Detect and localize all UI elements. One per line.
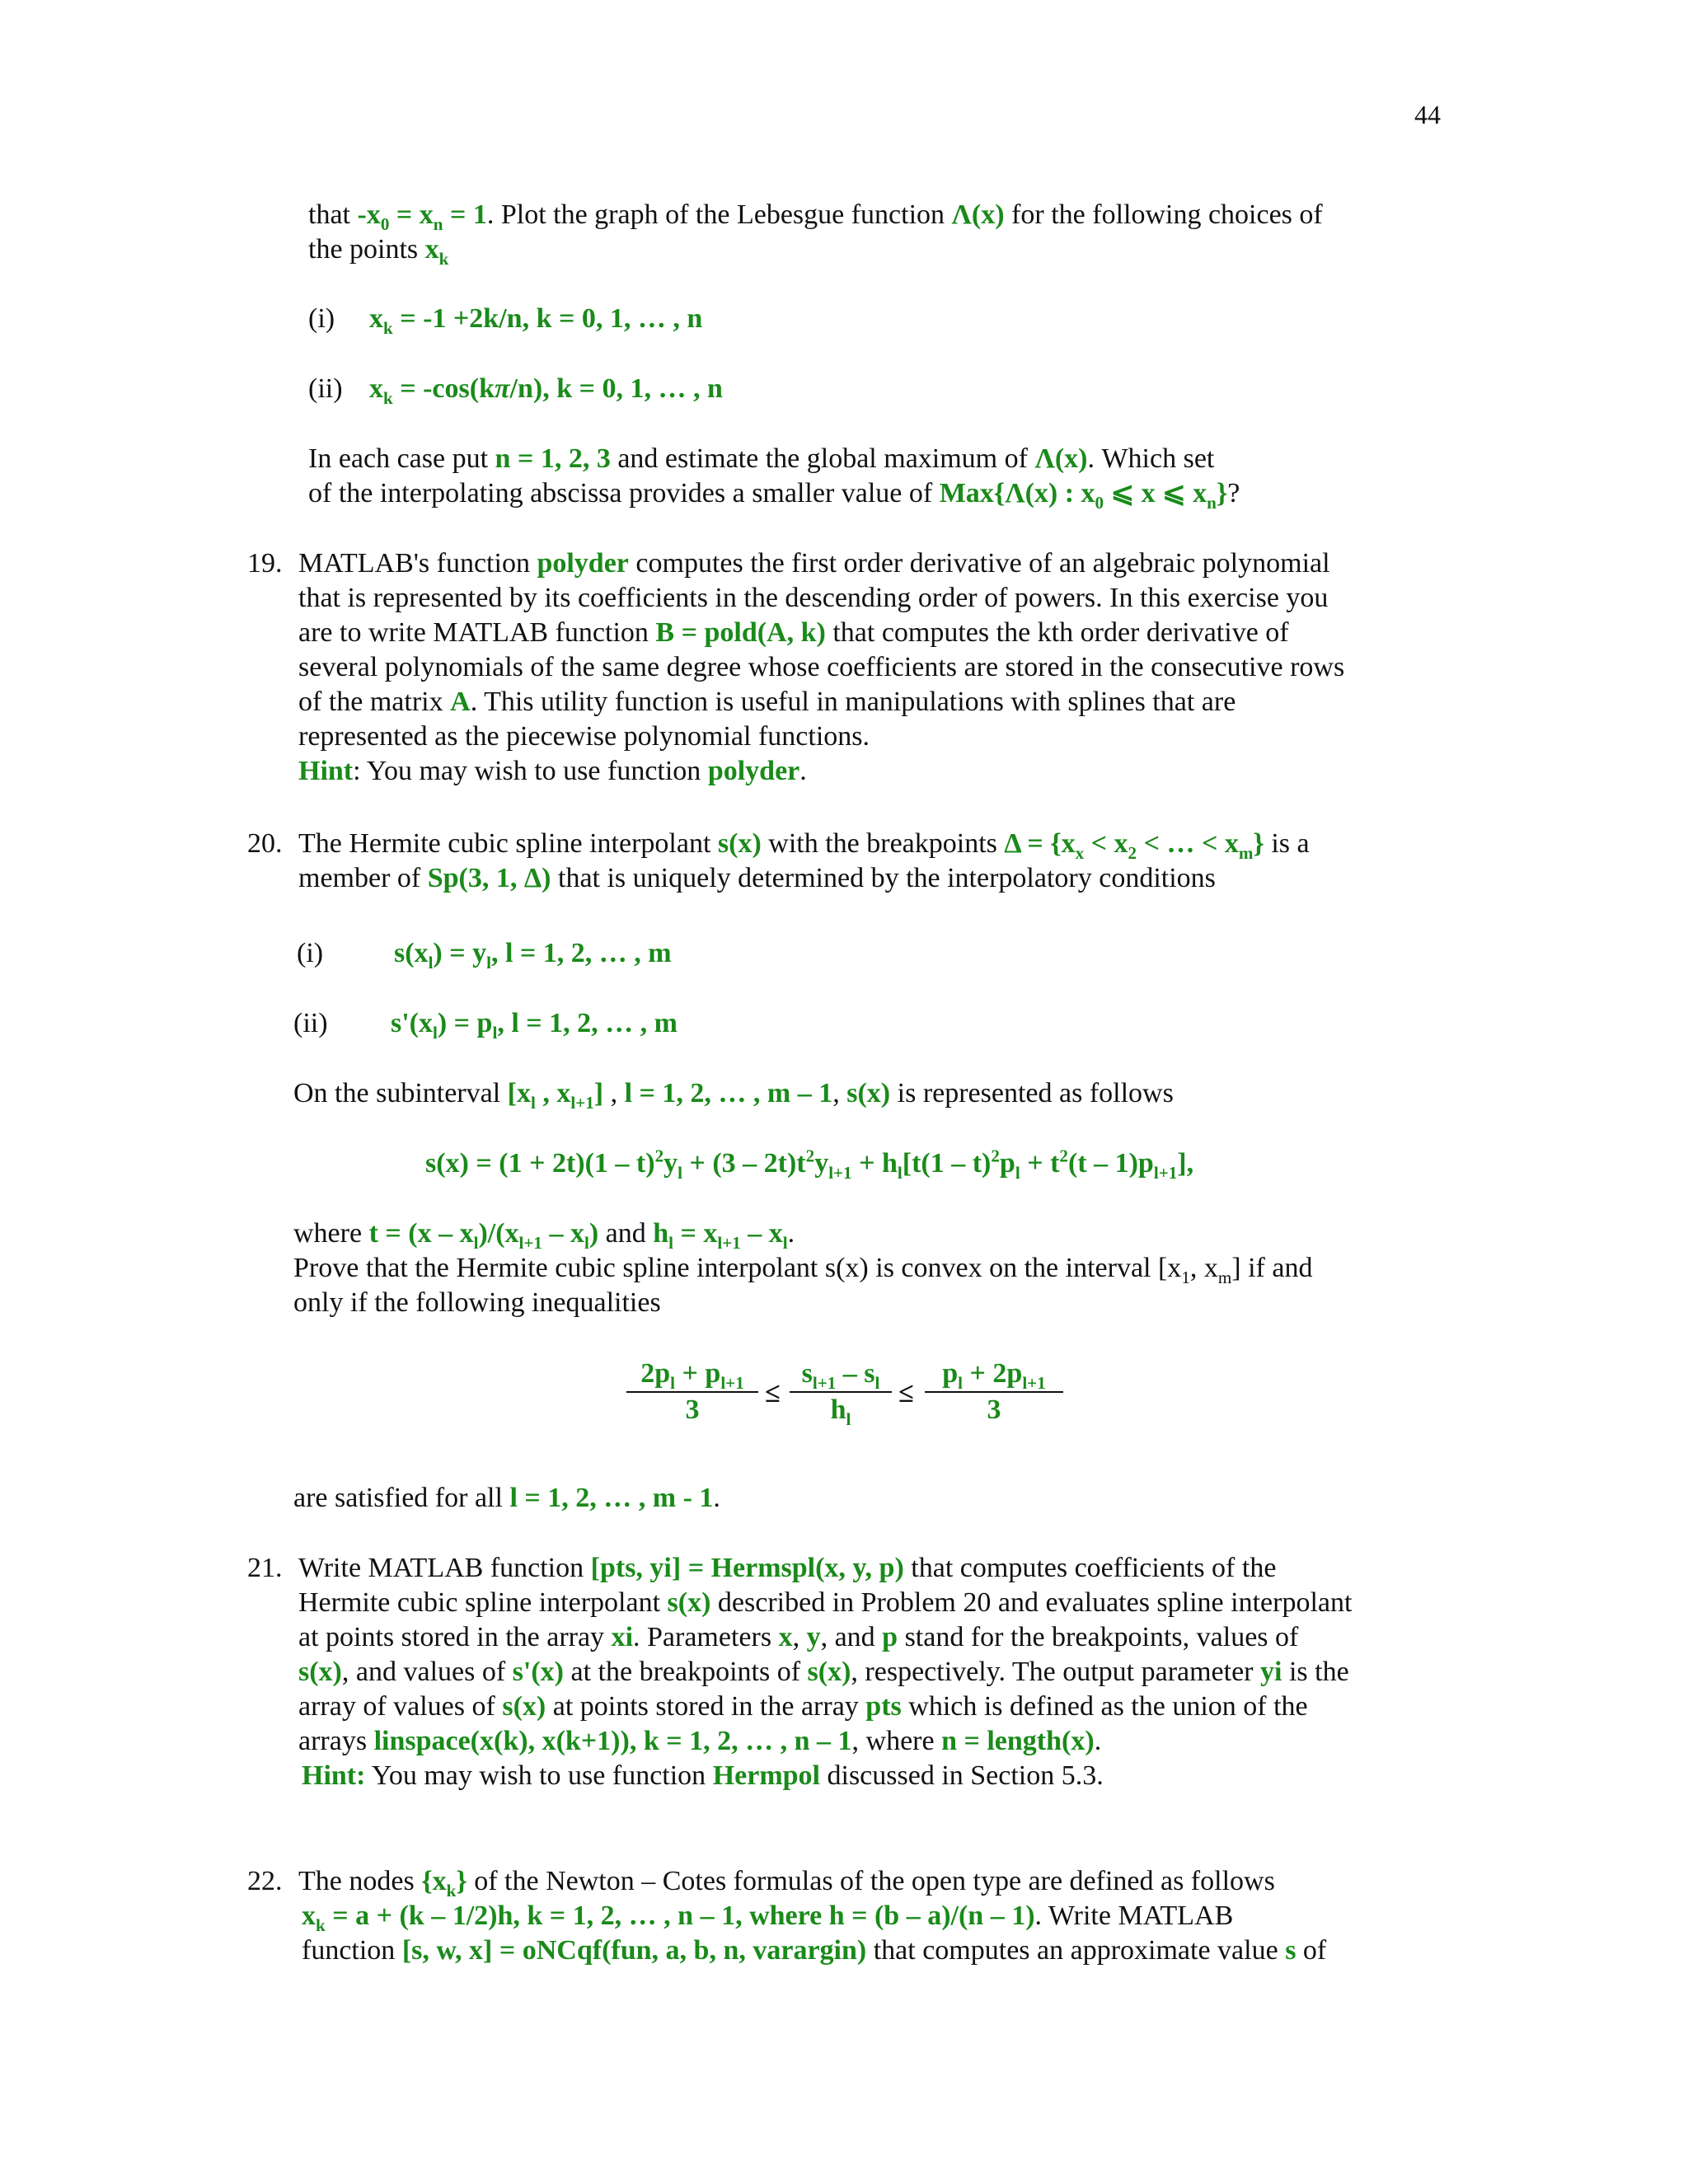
fraction-middle: $\frac{s_{l+1} - s_l}{h_l}$ — [790, 1357, 892, 1427]
problem-number: 21. — [247, 1553, 283, 1583]
p18-case-i: (i) $x_k = -1 +2k/n$, k = 0, 1, … , n — [308, 303, 703, 338]
p20-conclusion: are satisfied for all l = 1, 2, … , m - 1. — [293, 1483, 720, 1513]
fraction-left: $\frac{2p_l + p_{l+1}}{3}$ — [626, 1357, 758, 1427]
p18-line-2: the points $x_k$ — [308, 234, 449, 269]
p20-spline-formula: $s(x) = (1 + 2t)(1 - t)^2y_l + (3 - 2t)t^2y_{l+1} + h_l[t(1 - t)^2p_l + t^2(t - 1)p_{l+1}]$, — [425, 1146, 1194, 1183]
p20-where-block: where $t = (x - x_l)/(x_{l+1} - x_l)$ and $h_l = x_{l+1} - x_l$. Prove that the Hermite cubic spline interpolant s(x) is convex on the interval [$x_1$, $x_m$] if and only if the following inequalities — [293, 1218, 1313, 1318]
problem-number: 22. — [247, 1866, 283, 1896]
problem-20-intro: 20. The Hermite cubic spline interpolant s(x) with the breakpoints $\Delta = \{x_x < x_2$ < … < $x_m$} is a member of Sp(3, 1, Δ) that is uniquely determined by the interpolatory conditions — [247, 828, 1310, 893]
problem-21: 21. Write MATLAB function [pts, yi] = Hermspl(x, y, p) that computes coefficients of the Hermite cubic spline interpolant s(x) described in Problem 20 and evaluates spline interpolant at points stored in the array xi. Parameters x, y, and p stand for the breakpoints, values of s(x), and values of s'(x) at the breakpoints of s(x), respectively. The output parameter yi is the array of values of s(x) at points stored in the array pts which is defined as the union of the arrays linspace(x(k), x(k+1)), k = 1, 2, … , n – 1, where n = length(x). Hint: You may wish to use function Hermpol discussed in Section 5.3. — [247, 1553, 1353, 1791]
p18-line-4: of the interpolating abscissa provides a smaller value of Max{Λ(x) : $x_0$ ⩽ x ⩽ $x_n$}? — [308, 478, 1240, 513]
p20-condition-i: (i) $s(x_l) = y_l$, l = 1, 2, … , m — [297, 938, 672, 972]
p18-case-ii: (ii) $x_k = -\cos(k\pi/n)$, k = 0, 1, … , n — [308, 373, 723, 408]
less-equal-sign: ≤ — [765, 1378, 781, 1408]
less-equal-sign: ≤ — [898, 1378, 914, 1408]
page-number: 44 — [1414, 100, 1441, 129]
p20-subinterval-line: On the subinterval [$x_l$ , $x_{l+1}$] , l = 1, 2, … , m – 1, s(x) is represented as follows — [293, 1078, 1174, 1113]
problem-number: 19. — [247, 548, 283, 579]
p20-condition-ii: (ii) $s'(x_l) = p_l$, l = 1, 2, … , m — [293, 1008, 678, 1043]
problem-number: 20. — [247, 828, 283, 859]
fraction-right: $\frac{p_l + 2p_{l+1}}{3}$ — [925, 1357, 1063, 1427]
p18-line-3: In each case put n = 1, 2, 3 and estimate the global maximum of Λ(x). Which set — [308, 443, 1215, 474]
problem-19: 19. MATLAB's function polyder computes the first order derivative of an algebraic polynomial that is represented by its coefficients in the descending order of powers. In this exercise you are to write MATLAB function B = pold(A, k) that computes the kth order derivative of several polynomials of the same degree whose coefficients are stored in the consecutive rows of the matrix A. This utility function is useful in manipulations with splines that are represented as the piecewise polynomial functions. Hint: You may wish to use function polyder. — [247, 548, 1345, 786]
problem-22: 22. The nodes $\{x_k\}$ of the Newton – Cotes formulas of the open type are defined as follows $x_k = a + (k - 1/2)h$, k = 1, 2, … , n – 1, where h = (b – a)/(n – 1). Write MATLAB function [s, w, x] = oNCqf(fun, a, b, n, varargin) that computes an approximate value s of — [247, 1866, 1327, 1966]
p18-line-1: that $-x_0 = x_n = 1$. Plot the graph of the Lebesgue function Λ(x) for the following choices of — [308, 199, 1323, 234]
